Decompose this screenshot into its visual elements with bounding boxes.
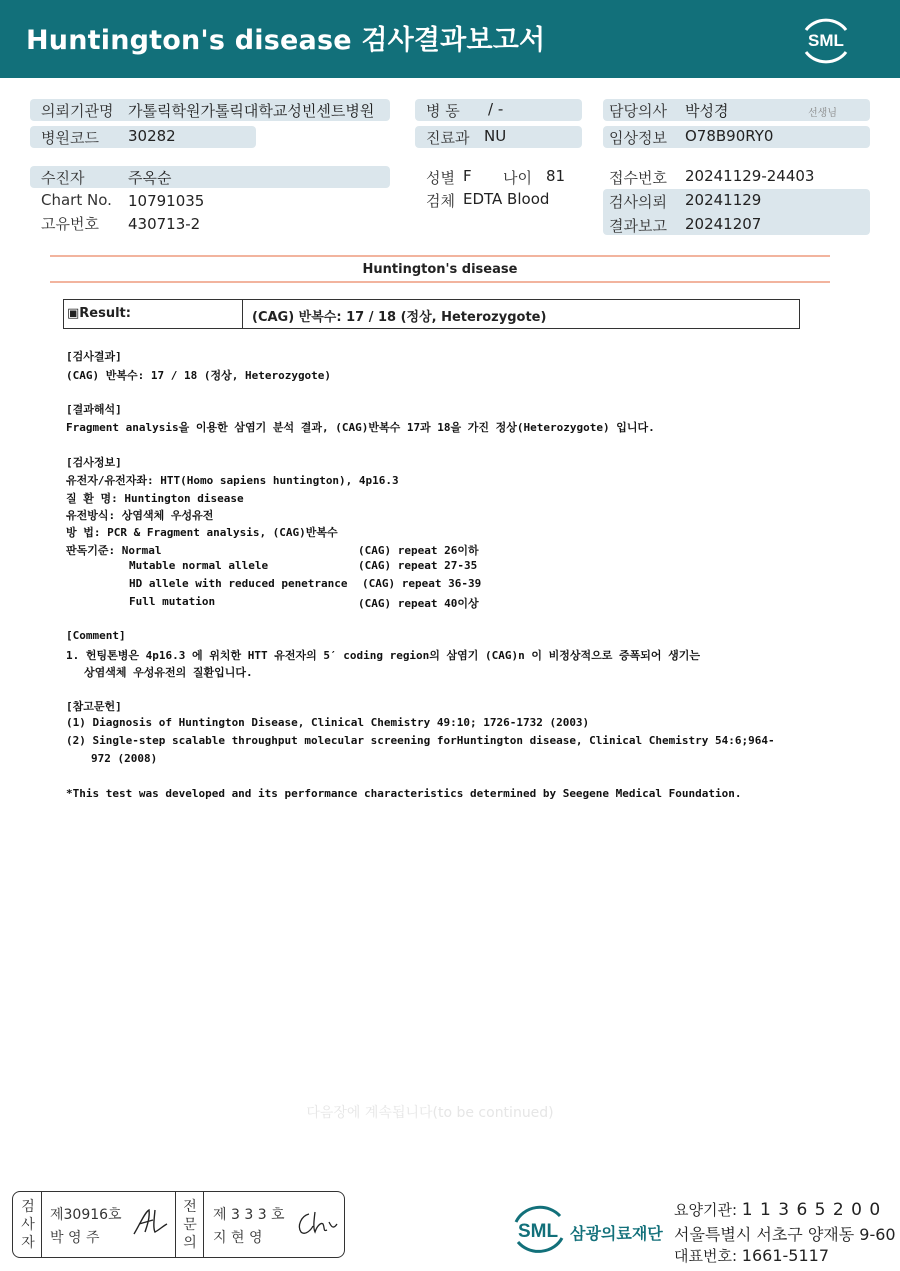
clinical-label: 임상정보 xyxy=(609,129,667,147)
report-header xyxy=(0,0,900,78)
doctor-value: 박성경 xyxy=(685,102,729,120)
footnote: *This test was developed and its performance characteristics determined by Seegene Medical Foundation. xyxy=(66,787,742,800)
hospcode-label: 병원코드 xyxy=(41,129,99,147)
hospital-value: 가톨릭학원가톨릭대학교성빈센트병원 xyxy=(128,102,375,120)
criteria-normal: 판독기준: Normal xyxy=(66,544,162,557)
age-label: 나이 xyxy=(503,169,532,187)
sign-divider-3 xyxy=(203,1192,204,1257)
criteria-hd-reduced: HD allele with reduced penetrance xyxy=(129,577,348,590)
section-title: Huntington's disease xyxy=(362,262,518,277)
result-value: (CAG) 반복수: 17 / 18 (정상, Heterozygote) xyxy=(252,310,547,325)
tech-signature-icon xyxy=(131,1206,171,1238)
hospcode-value: 30282 xyxy=(128,127,176,145)
heading-interpretation: [결과해석] xyxy=(66,403,122,416)
reference-1: (1) Diagnosis of Huntington Disease, Clinical Chemistry 49:10; 1726-1732 (2003) xyxy=(66,716,590,729)
report-title: Huntington's disease 검사결과보고서 xyxy=(26,25,546,56)
specimen-value: EDTA Blood xyxy=(463,190,550,208)
tech-char-3: 자 xyxy=(21,1235,35,1251)
specimen-label: 검체 xyxy=(426,192,455,210)
ward-label: 병 동 xyxy=(426,102,460,120)
result-label: ▣Result: xyxy=(67,306,131,321)
method-line: 방 법: PCR & Fragment analysis, (CAG)반복수 xyxy=(66,526,338,539)
request-value: 20241129 xyxy=(685,191,762,209)
continued-note: 다음장에 계속됩니다(to be continued) xyxy=(306,1105,554,1121)
footer-logo-text: SML xyxy=(517,1221,559,1242)
comment-line-1: 1. 헌팅톤병은 4p16.3 에 위치한 HTT 유전자의 5′ coding region의 삼염기 (CAG)n 이 비정상적으로 증폭되어 생기는 xyxy=(66,649,701,662)
comment-line-2: 상염색체 우성유전의 질환입니다. xyxy=(84,666,253,679)
hospital-label: 의뢰기관명 xyxy=(41,102,114,120)
patient-value: 주옥순 xyxy=(128,169,172,187)
institution-label: 요양기관: xyxy=(674,1201,738,1219)
doc-char-2: 문 xyxy=(183,1217,197,1233)
heading-test-info: [검사정보] xyxy=(66,456,122,469)
sign-divider-1 xyxy=(41,1192,42,1257)
id-value: 430713-2 xyxy=(128,215,201,233)
tech-name: 박 영 주 xyxy=(50,1230,100,1246)
request-label: 검사의뢰 xyxy=(609,193,667,211)
sml-footer-logo xyxy=(510,1200,568,1258)
logo-text: SML xyxy=(808,31,844,50)
doc-char-1: 전 xyxy=(183,1199,197,1215)
sign-divider-2 xyxy=(175,1192,176,1257)
address: 서울특별시 서초구 양재동 9-60 xyxy=(674,1225,896,1244)
phone-value: 1661-5117 xyxy=(741,1246,830,1265)
clinical-value: O78B90RY0 xyxy=(685,127,774,145)
patient-label: 수진자 xyxy=(41,169,85,187)
doc-name: 지 현 영 xyxy=(213,1230,263,1246)
reference-2-cont: 972 (2008) xyxy=(91,752,158,765)
disease-line: 질 환 명: Huntington disease xyxy=(66,492,244,505)
tech-char-2: 사 xyxy=(21,1217,35,1233)
inheritance-line: 유전방식: 상염색체 우성유전 xyxy=(66,509,214,522)
phone-line xyxy=(674,1245,829,1266)
doctor-suffix: 선생님 xyxy=(808,108,837,119)
criteria-mutable: Mutable normal allele xyxy=(129,559,269,572)
tech-char-1: 검 xyxy=(21,1199,35,1215)
dept-label: 진료과 xyxy=(426,129,470,147)
reference-2: (2) Single-step scalable throughput molecular screening forHuntington disease, Clinical Chemistry 54:6;964- xyxy=(66,734,775,747)
heading-comment: [Comment] xyxy=(66,629,126,642)
doc-signature-icon xyxy=(295,1208,339,1238)
criteria-value-hd: (CAG) repeat 36-39 xyxy=(362,577,482,590)
receipt-label: 접수번호 xyxy=(609,169,667,187)
tech-license-no: 제30916호 xyxy=(50,1207,122,1223)
institution-line xyxy=(674,1199,881,1220)
dept-value: NU xyxy=(484,127,507,145)
institution-value: 1 1 3 6 5 2 0 0 xyxy=(741,1200,882,1220)
age-value: 81 xyxy=(546,167,566,185)
criteria-value-mutable: (CAG) repeat 27-35 xyxy=(358,559,478,572)
divider-bottom xyxy=(50,281,830,283)
id-label: 고유번호 xyxy=(41,215,99,233)
heading-references: [참고문헌] xyxy=(66,700,122,713)
org-name: 삼광의료재단 xyxy=(570,1224,663,1243)
heading-test-result: [검사결과] xyxy=(66,350,122,363)
receipt-value: 20241129-24403 xyxy=(685,167,815,185)
chart-label: Chart No. xyxy=(41,191,112,209)
criteria-value-full: (CAG) repeat 40이상 xyxy=(358,597,479,610)
report-date-value: 20241207 xyxy=(685,215,762,233)
divider-top xyxy=(50,255,830,257)
result-box xyxy=(63,299,800,329)
gene-line: 유전자/유전자좌: HTT(Homo sapiens huntington), 4p16.3 xyxy=(66,474,399,487)
criteria-full-mutation: Full mutation xyxy=(129,595,216,608)
interpretation-line: Fragment analysis을 이용한 삼염기 분석 결과, (CAG)반복수 17과 18을 가진 정상(Heterozygote) 입니다. xyxy=(66,421,655,434)
sml-logo xyxy=(798,12,854,66)
ward-value: / - xyxy=(488,100,504,118)
report-date-label: 결과보고 xyxy=(609,217,667,235)
result-divider xyxy=(242,300,243,328)
chart-value: 10791035 xyxy=(128,192,205,210)
sex-label: 성별 xyxy=(426,169,455,187)
sex-value: F xyxy=(463,167,472,185)
phone-label: 대표번호: xyxy=(674,1247,738,1265)
doctor-label: 담당의사 xyxy=(609,102,667,120)
doc-char-3: 의 xyxy=(183,1235,197,1251)
doc-license-no: 제 3 3 3 호 xyxy=(213,1207,285,1223)
criteria-value-normal: (CAG) repeat 26이하 xyxy=(358,544,479,557)
signature-box xyxy=(12,1191,345,1258)
test-result-line: (CAG) 반복수: 17 / 18 (정상, Heterozygote) xyxy=(66,369,332,382)
